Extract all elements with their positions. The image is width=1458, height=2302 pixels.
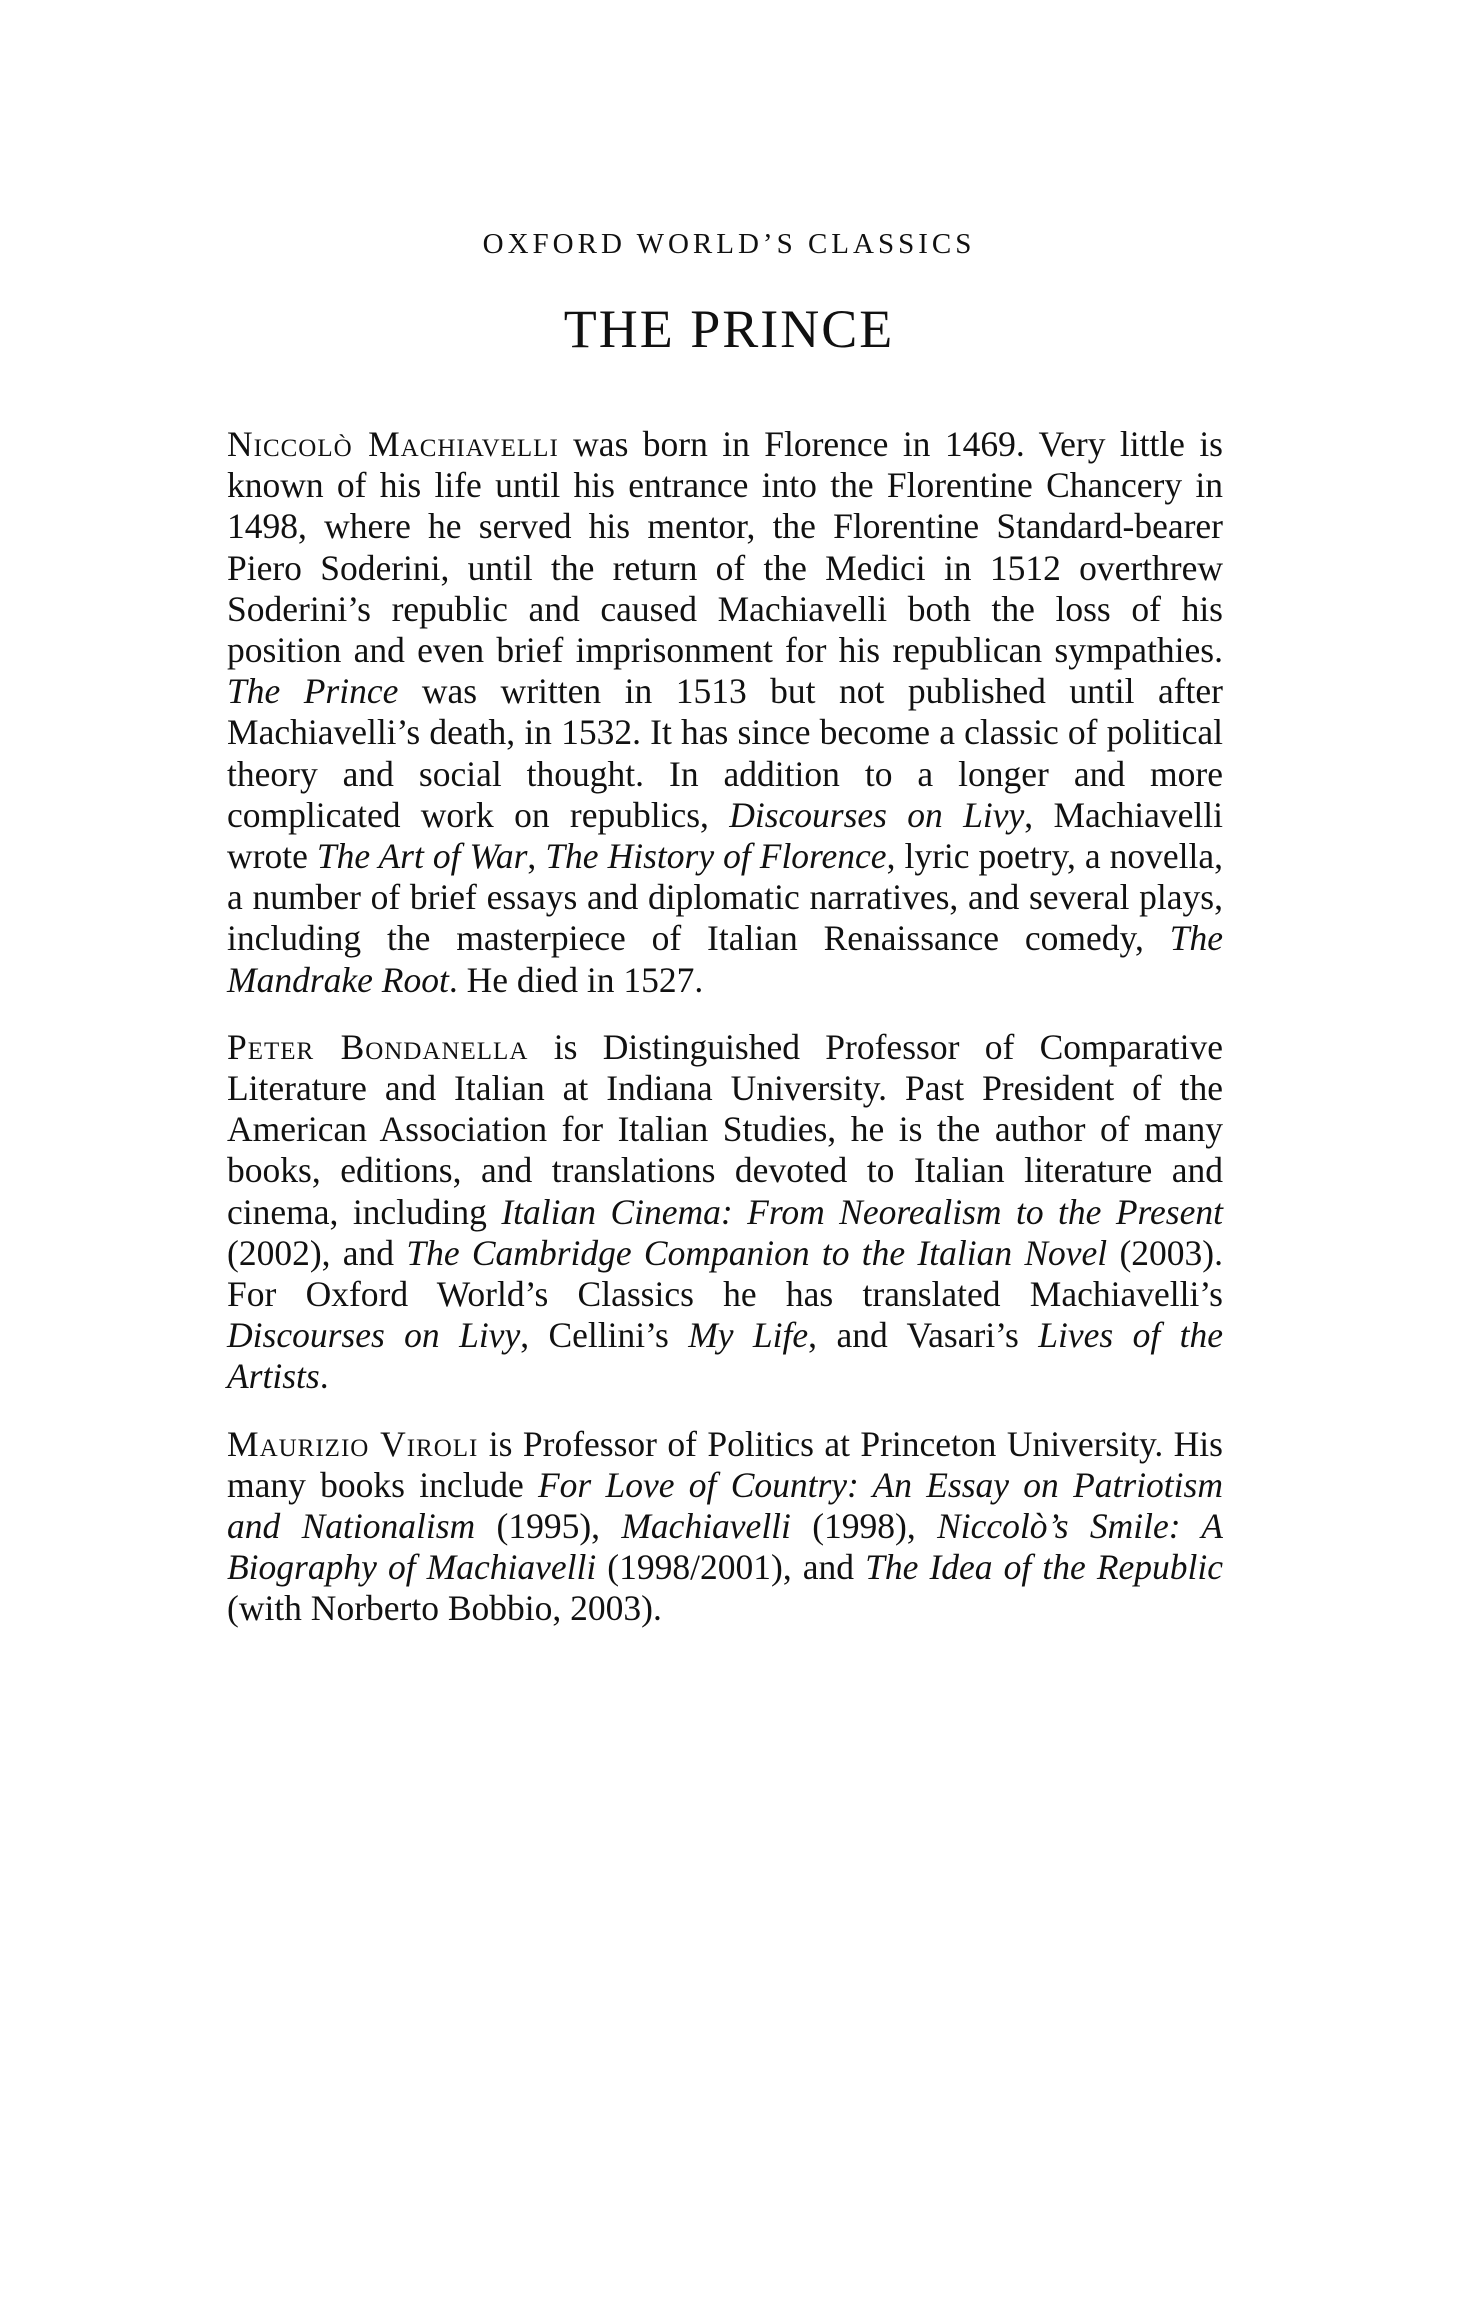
work-title: Lives of the Artists [227,1315,1223,1397]
work-title: Niccolò’s Smile: A Biography of Machiavelli [227,1506,1223,1588]
work-title: The Cambridge Companion to the Italian Novel [406,1232,1108,1273]
bio-text: (1998), [790,1506,938,1547]
bio-text: (with Norberto Bobbio, 2003). [227,1588,662,1629]
bio-machiavelli [227,424,1223,1001]
bio-text: (1998/2001), and [596,1547,866,1588]
bio-text: . He died in 1527. [448,959,704,1000]
bio-text: . [319,1356,329,1397]
bio-viroli [227,1424,1223,1630]
work-title: The Mandrake Root [227,918,1223,1000]
book-title: THE PRINCE [563,299,895,359]
work-title: For Love of Country: An Essay on Patriotism and Nationalism [227,1464,1223,1547]
work-title: Italian Cinema: From Neorealism to the Present [501,1191,1223,1232]
bio-name: Niccolò Machiavelli [227,424,559,464]
bio-name: Maurizio Viroli [227,1423,479,1464]
bio-text: , lyric poetry, a novella, a number of brief essays and diplomatic narratives, and several plays, including the masterpiece of Italian Renaissance comedy, [227,836,1223,959]
work-title: The Art of War [316,836,528,877]
work-title: Machiavelli [621,1506,791,1547]
bio-text: was written in 1513 but not published until after Machiavelli’s death, in 1532. It has since become a classic of political theory and social thought. In addition to a longer and more complicated work on republics, [227,671,1223,835]
bio-bondanella [227,1027,1223,1398]
bio-text: (1995), [475,1506,622,1547]
bio-name: Peter Bondanella [227,1026,529,1067]
bio-text: , [527,836,546,877]
bio-text: is Professor of Politics at Princeton University. His many books include [227,1423,1223,1505]
bio-text: is Distinguished Professor of Comparative Literature and Italian at Indiana University. Past President of the American Association for Italian Studies, he is the author of many books, editions, and translations devoted to Italian literature and cinema, including [227,1026,1223,1232]
bio-text: (2002), and [227,1232,407,1273]
bio-text: (2003). For Oxford World’s Classics he has translated Machiavelli’s [227,1232,1223,1315]
work-title: Discourses on Livy [227,1315,521,1356]
work-title: My Life [688,1315,809,1356]
work-title: The Idea of the Republic [865,1547,1223,1588]
bio-text: , and Vasari’s [808,1315,1039,1356]
author-bios [227,424,1223,1656]
bio-text: was born in Florence in 1469. Very little is known of his life until his entrance into the Florentine Chancery in 1498, where he served his mentor, the Florentine Standard-bearer Piero Soderini, until the return of the Medici in 1512 overthrew Soderini’s republic and caused Machiavelli both the loss of his position and even brief imprisonment for his republican sympathies. [227,424,1224,671]
series-title: OXFORD WORLD’S CLASSICS [482,228,976,260]
bio-text: , Cellini’s [520,1315,689,1356]
work-title: The History of Florence [545,836,887,877]
work-title: Discourses on Livy [729,794,1025,835]
bio-text: , Machiavelli wrote [227,794,1223,877]
work-title: The Prince [227,671,399,712]
